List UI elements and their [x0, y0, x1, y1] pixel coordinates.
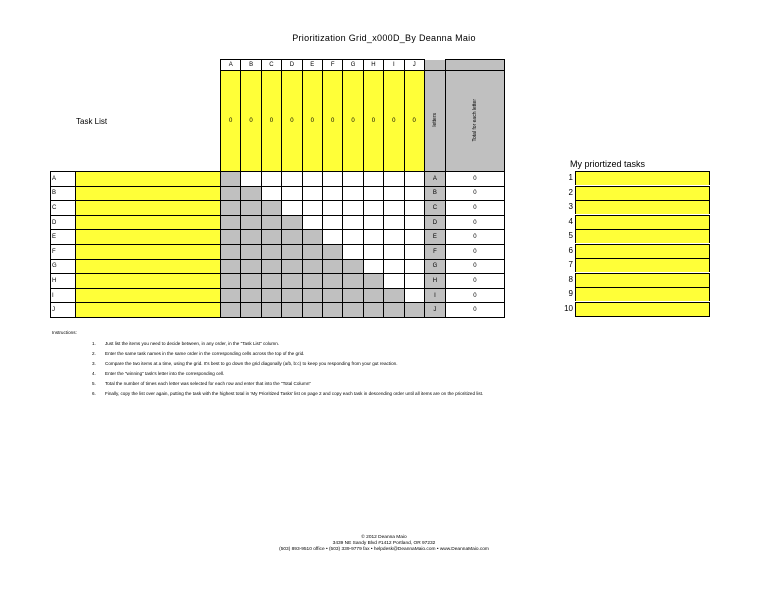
comparison-cell	[241, 215, 261, 230]
comparison-cell	[322, 244, 342, 259]
comparison-cell	[302, 230, 322, 245]
comparison-cell	[343, 259, 363, 274]
comparison-cell	[282, 230, 302, 245]
row-letter: I	[424, 288, 445, 303]
comparison-cell[interactable]	[302, 172, 322, 187]
task-name-cell[interactable]	[76, 215, 221, 230]
row-letter: E	[424, 230, 445, 245]
comparison-cell	[343, 274, 363, 289]
comparison-cell[interactable]	[343, 215, 363, 230]
comparison-cell	[282, 303, 302, 318]
total-header-text: Total for each letter	[471, 98, 478, 142]
column-task-value[interactable]: 0	[221, 71, 241, 172]
table-row	[51, 201, 505, 216]
row-label: B	[51, 186, 76, 201]
row-total: 0	[445, 274, 504, 289]
row-label: J	[51, 303, 76, 318]
comparison-cell[interactable]	[404, 259, 424, 274]
comparison-cell[interactable]	[363, 186, 383, 201]
comparison-cell[interactable]	[384, 201, 404, 216]
row-total: 0	[445, 215, 504, 230]
footer-address: 3439 NE Sandy Blvd #1412 Portland, OR 97232	[332, 541, 436, 546]
task-name-cell[interactable]	[76, 230, 221, 245]
footer	[0, 535, 768, 553]
priority-task-field[interactable]	[575, 273, 710, 287]
comparison-cell	[221, 230, 241, 245]
comparison-cell[interactable]	[404, 172, 424, 187]
comparison-cell	[221, 186, 241, 201]
comparison-cell[interactable]	[404, 201, 424, 216]
comparison-cell[interactable]	[404, 274, 424, 289]
comparison-cell	[261, 215, 281, 230]
comparison-cell	[404, 303, 424, 318]
priority-task-field[interactable]	[575, 186, 710, 200]
comparison-cell	[261, 259, 281, 274]
priority-number: 1	[568, 173, 573, 182]
comparison-cell[interactable]	[384, 274, 404, 289]
row-letter: D	[424, 215, 445, 230]
grid-corner	[76, 71, 221, 172]
column-task-value[interactable]: 0	[322, 71, 342, 172]
priority-task-field[interactable]	[575, 171, 710, 185]
comparison-cell	[221, 201, 241, 216]
comparison-cell	[241, 201, 261, 216]
priority-number: 9	[568, 289, 573, 298]
row-total: 0	[445, 201, 504, 216]
comparison-cell	[282, 244, 302, 259]
comparison-cell[interactable]	[404, 230, 424, 245]
comparison-cell	[282, 259, 302, 274]
instruction-text: Compare the two items at a time, using the grid. It's best to go down the grid diagonally (a/b, b:c) to keep you responding from your gut reaction.	[105, 361, 398, 366]
task-name-cell[interactable]	[76, 288, 221, 303]
column-task-value[interactable]: 0	[241, 71, 261, 172]
instruction-number: 5.	[92, 381, 96, 386]
table-row	[51, 274, 505, 289]
priority-task-field[interactable]	[575, 258, 710, 272]
footer-copyright: © 2012 Deanna Maio	[361, 535, 407, 540]
column-header: A	[221, 60, 241, 71]
instruction-text: Finally, copy the list over again, putting the task with the highest total in 'My Prioritized Tasks' list on page 2 and copy each task in descending order until all items are on the prioritized list.	[105, 391, 484, 396]
row-label: C	[51, 201, 76, 216]
column-task-value[interactable]: 0	[282, 71, 302, 172]
row-letter: F	[424, 244, 445, 259]
row-letter: J	[424, 303, 445, 318]
comparison-cell[interactable]	[261, 172, 281, 187]
table-row	[51, 259, 505, 274]
table-row	[51, 230, 505, 245]
comparison-cell[interactable]	[322, 230, 342, 245]
task-name-cell[interactable]	[76, 274, 221, 289]
comparison-cell[interactable]	[322, 186, 342, 201]
page-title: Prioritization Grid_x000D_By Deanna Maio	[292, 33, 476, 43]
column-header: C	[261, 60, 281, 71]
comparison-cell[interactable]	[404, 215, 424, 230]
table-row	[51, 215, 505, 230]
comparison-cell	[221, 303, 241, 318]
row-label: D	[51, 215, 76, 230]
comparison-cell[interactable]	[363, 201, 383, 216]
comparison-cell[interactable]	[404, 244, 424, 259]
column-header: B	[241, 60, 261, 71]
priority-task-field[interactable]	[575, 200, 710, 214]
comparison-cell	[343, 303, 363, 318]
comparison-cell[interactable]	[343, 201, 363, 216]
comparison-cell[interactable]	[363, 244, 383, 259]
table-row	[51, 303, 505, 318]
comparison-cell	[322, 303, 342, 318]
column-header: J	[404, 60, 424, 71]
comparison-cell	[343, 288, 363, 303]
comparison-cell[interactable]	[343, 244, 363, 259]
instruction-number: 1.	[92, 341, 96, 346]
comparison-cell[interactable]	[363, 172, 383, 187]
comparison-cell	[282, 215, 302, 230]
row-letter: G	[424, 259, 445, 274]
letters-header-cell	[424, 60, 445, 71]
comparison-cell[interactable]	[302, 186, 322, 201]
instruction-number: 4.	[92, 371, 96, 376]
task-name-cell[interactable]	[76, 303, 221, 318]
total-header-cell	[445, 60, 504, 71]
priority-task-field[interactable]	[575, 244, 710, 258]
comparison-cell[interactable]	[384, 259, 404, 274]
comparison-cell	[221, 274, 241, 289]
instruction-number: 2.	[92, 351, 96, 356]
priority-number: 5	[568, 231, 573, 240]
comparison-cell	[261, 303, 281, 318]
column-task-value[interactable]: 0	[302, 71, 322, 172]
comparison-cell	[282, 274, 302, 289]
comparison-cell	[261, 288, 281, 303]
instruction-number: 3.	[92, 361, 96, 366]
table-row	[51, 172, 505, 187]
prioritization-grid	[50, 59, 505, 318]
comparison-cell	[363, 274, 383, 289]
row-label: F	[51, 244, 76, 259]
comparison-cell[interactable]	[384, 244, 404, 259]
comparison-cell[interactable]	[384, 230, 404, 245]
task-name-cell[interactable]	[76, 186, 221, 201]
column-task-value[interactable]: 0	[404, 71, 424, 172]
comparison-cell	[241, 303, 261, 318]
prioritized-tasks-title: My priortized tasks	[570, 159, 646, 169]
comparison-cell	[241, 186, 261, 201]
row-letter: B	[424, 186, 445, 201]
comparison-cell	[322, 274, 342, 289]
comparison-cell[interactable]	[282, 186, 302, 201]
row-total: 0	[445, 172, 504, 187]
comparison-cell[interactable]	[384, 172, 404, 187]
column-header: G	[343, 60, 363, 71]
comparison-cell	[241, 274, 261, 289]
row-total: 0	[445, 259, 504, 274]
comparison-cell	[363, 303, 383, 318]
comparison-cell	[261, 230, 281, 245]
comparison-cell[interactable]	[322, 215, 342, 230]
comparison-cell	[384, 288, 404, 303]
comparison-cell	[302, 244, 322, 259]
comparison-cell	[302, 274, 322, 289]
comparison-cell[interactable]	[343, 186, 363, 201]
row-letter: C	[424, 201, 445, 216]
comparison-cell[interactable]	[384, 186, 404, 201]
priority-task-field[interactable]	[575, 287, 710, 301]
comparison-cell[interactable]	[343, 230, 363, 245]
comparison-cell[interactable]	[302, 201, 322, 216]
comparison-cell	[322, 259, 342, 274]
comparison-cell	[221, 288, 241, 303]
grid-corner	[51, 71, 76, 172]
comparison-cell	[302, 303, 322, 318]
column-header: H	[363, 60, 383, 71]
comparison-cell	[302, 259, 322, 274]
priority-number: 10	[564, 303, 573, 313]
row-total: 0	[445, 303, 504, 318]
row-label: A	[51, 172, 76, 187]
task-name-cell[interactable]	[76, 259, 221, 274]
letters-header-text: letters	[431, 113, 438, 127]
priority-number: 7	[568, 260, 573, 269]
instruction-number: 6.	[92, 391, 96, 396]
row-total: 0	[445, 244, 504, 259]
comparison-cell	[221, 259, 241, 274]
column-header: I	[384, 60, 404, 71]
total-header	[445, 71, 504, 172]
table-row	[51, 288, 505, 303]
column-task-value[interactable]: 0	[384, 71, 404, 172]
comparison-cell[interactable]	[363, 215, 383, 230]
footer-contact: (503) 893-9510 office • (503) 339-9779 fax • helpdesk@DeannaMaio.com • www.DeannaMaio.com	[279, 547, 489, 552]
task-list-label: Task List	[76, 117, 108, 126]
comparison-cell[interactable]	[322, 172, 342, 187]
row-label: G	[51, 259, 76, 274]
instruction-text: Just list the items you need to decide between, in any order, in the "Task List" column.	[105, 341, 280, 346]
row-label: I	[51, 288, 76, 303]
grid-corner	[76, 60, 221, 71]
task-name-cell[interactable]	[76, 201, 221, 216]
task-name-cell[interactable]	[76, 244, 221, 259]
priority-number: 3	[568, 202, 573, 211]
comparison-cell	[221, 172, 241, 187]
comparison-cell	[241, 288, 261, 303]
row-label: H	[51, 274, 76, 289]
row-total: 0	[445, 230, 504, 245]
comparison-cell[interactable]	[363, 230, 383, 245]
comparison-cell[interactable]	[261, 186, 281, 201]
comparison-cell	[241, 244, 261, 259]
instruction-text: Enter the same task names in the same order in the corresponding cells across the top of the grid.	[105, 351, 305, 356]
row-label: E	[51, 230, 76, 245]
comparison-cell	[282, 288, 302, 303]
comparison-cell[interactable]	[404, 186, 424, 201]
priority-number: 8	[568, 274, 573, 284]
comparison-cell	[221, 244, 241, 259]
comparison-cell[interactable]	[343, 172, 363, 187]
grid-corner	[51, 60, 76, 71]
column-header: D	[282, 60, 302, 71]
priority-task-field[interactable]	[575, 229, 710, 243]
comparison-cell	[363, 288, 383, 303]
priority-task-field[interactable]	[575, 215, 710, 229]
comparison-cell	[241, 230, 261, 245]
task-name-cell[interactable]	[76, 172, 221, 187]
comparison-cell[interactable]	[363, 259, 383, 274]
table-row	[51, 244, 505, 259]
letters-header	[424, 71, 445, 172]
table-row	[51, 186, 505, 201]
comparison-cell	[241, 259, 261, 274]
priority-number: 4	[568, 216, 573, 226]
comparison-cell[interactable]	[384, 215, 404, 230]
comparison-cell[interactable]	[322, 201, 342, 216]
row-letter: A	[424, 172, 445, 187]
comparison-cell[interactable]	[282, 201, 302, 216]
column-task-value[interactable]: 0	[343, 71, 363, 172]
row-total: 0	[445, 186, 504, 201]
comparison-cell	[302, 288, 322, 303]
instructions-label: Instructions:	[52, 330, 77, 335]
column-header: E	[302, 60, 322, 71]
priority-task-field[interactable]	[575, 302, 710, 317]
comparison-cell	[322, 288, 342, 303]
column-header: F	[322, 60, 342, 71]
row-letter: H	[424, 274, 445, 289]
column-task-value[interactable]: 0	[261, 71, 281, 172]
comparison-cell	[221, 215, 241, 230]
comparison-cell	[261, 244, 281, 259]
comparison-cell[interactable]	[241, 172, 261, 187]
comparison-cell	[261, 201, 281, 216]
priority-number: 2	[568, 187, 573, 197]
priority-number: 6	[568, 245, 573, 255]
comparison-cell[interactable]	[404, 288, 424, 303]
instruction-text: Total the number of times each letter was selected for each row and enter that into the "Total Column"	[105, 381, 312, 386]
instruction-text: Enter the "winning" task's letter into the corresponding cell.	[105, 371, 225, 376]
comparison-cell[interactable]	[282, 172, 302, 187]
comparison-cell	[384, 303, 404, 318]
comparison-cell	[261, 274, 281, 289]
column-task-value[interactable]: 0	[363, 71, 383, 172]
comparison-cell[interactable]	[302, 215, 322, 230]
row-total: 0	[445, 288, 504, 303]
